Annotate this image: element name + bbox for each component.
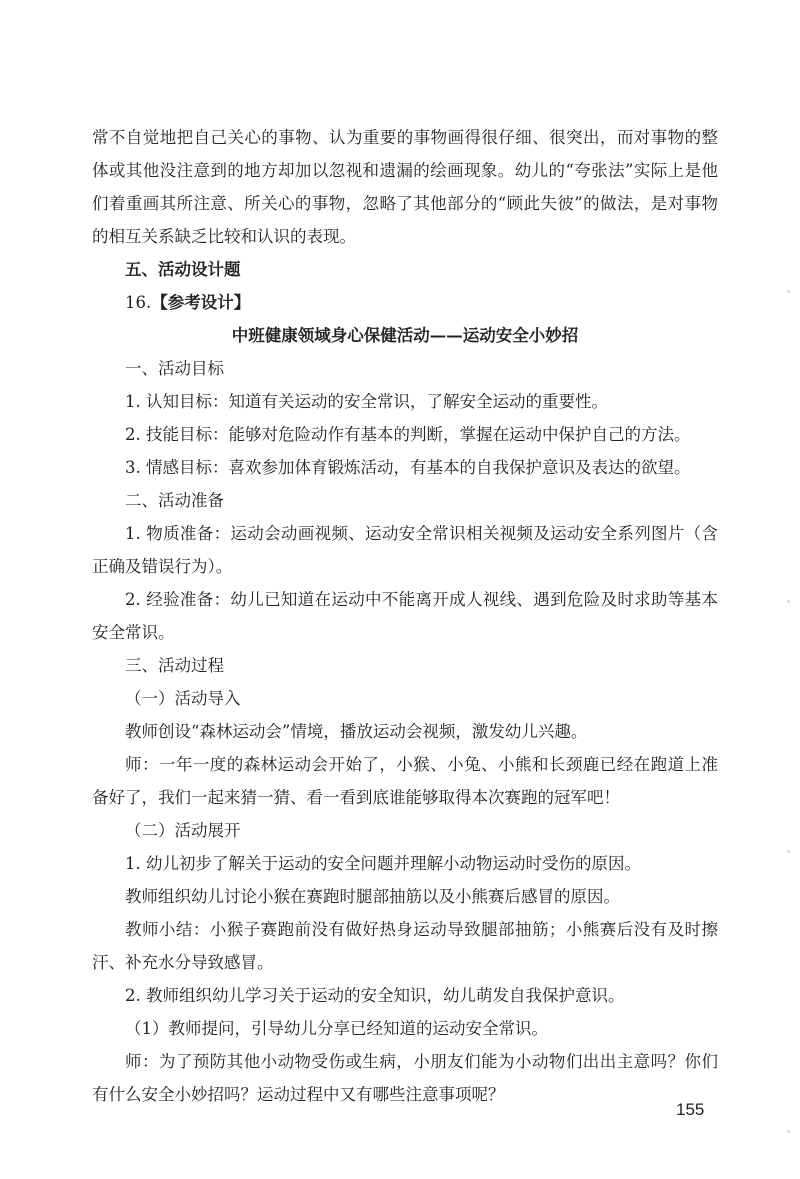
develop-item: 师：为了预防其他小动物受伤或生病，小朋友们能为小动物们出出主意吗？你们有什么安全小妙招吗？运动过程中又有哪些注意事项呢？	[92, 1052, 718, 1104]
prep-item: 1. 物质准备：运动会动画视频、运动安全常识相关视频及运动安全系列图片（含正确及错误行为）。	[92, 524, 718, 576]
question-ref: 【参考设计】	[151, 293, 251, 312]
body-text	[92, 121, 718, 1111]
activity-title: 中班健康领域身心保健活动——运动安全小妙招	[231, 326, 579, 345]
develop-item: 1. 幼儿初步了解关于运动的安全问题并理解小动物运动时受伤的原因。	[125, 854, 641, 873]
question-line	[92, 286, 718, 319]
prep-heading: 二、活动准备	[125, 491, 224, 510]
intro-heading: （一）活动导入	[125, 689, 241, 708]
scan-mark	[787, 850, 790, 853]
develop-item: 教师小结：小猴子赛跑前没有做好热身运动导致腿部抽筋；小熊赛后没有及时擦汗、补充水分导致感冒。	[92, 920, 718, 972]
process-heading: 三、活动过程	[125, 656, 224, 675]
question-number: 16.	[125, 293, 152, 312]
intro-item: 师：一年一度的森林运动会开始了，小猴、小兔、小熊和长颈鹿已经在跑道上准备好了，我们一起来猜一猜、看一看到底谁能够取得本次赛跑的冠军吧！	[92, 755, 718, 807]
goals-heading: 一、活动目标	[125, 359, 224, 378]
goal-item: 3. 情感目标：喜欢参加体育锻炼活动，有基本的自我保护意识及表达的欲望。	[125, 458, 691, 477]
scan-mark	[787, 600, 790, 603]
develop-item: （1）教师提问，引导幼儿分享已经知道的运动安全常识。	[125, 1019, 548, 1038]
intro-paragraph: 常不自觉地把自己关心的事物、认为重要的事物画得很仔细、很突出，而对事物的整体或其他没注意到的地方却加以忽视和遗漏的绘画现象。幼儿的“夸张法”实际上是他们着重画其所注意、所关心的事物，忽略了其他部分的“顾此失彼”的做法，是对事物的相互关系缺乏比较和认识的表现。	[92, 128, 718, 246]
scan-mark	[787, 1130, 790, 1133]
scan-mark	[787, 290, 790, 293]
develop-item: 教师组织幼儿讨论小猴在赛跑时腿部抽筋以及小熊赛后感冒的原因。	[125, 887, 620, 906]
prep-item: 2. 经验准备：幼儿已知道在运动中不能离开成人视线、遇到危险及时求助等基本安全常识。	[92, 590, 718, 642]
page-number: 155	[676, 1100, 705, 1119]
goal-item: 1. 认知目标：知道有关运动的安全常识，了解安全运动的重要性。	[125, 392, 608, 411]
develop-item: 2. 教师组织幼儿学习关于运动的安全知识，幼儿萌发自我保护意识。	[125, 986, 625, 1005]
section-heading-five: 五、活动设计题	[125, 260, 241, 279]
develop-heading: （二）活动展开	[125, 821, 241, 840]
goal-item: 2. 技能目标：能够对危险动作有基本的判断，掌握在运动中保护自己的方法。	[125, 425, 691, 444]
intro-item: 教师创设“森林运动会”情境，播放运动会视频，激发幼儿兴趣。	[125, 722, 588, 741]
